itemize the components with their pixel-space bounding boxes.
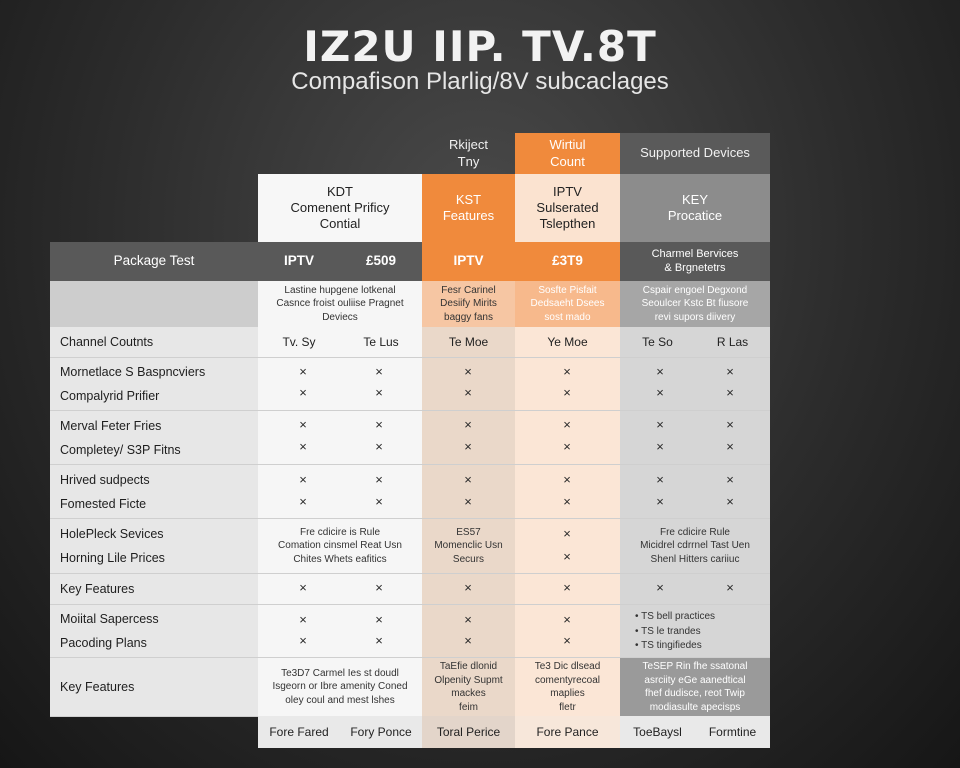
cross-mark-icon: × [375,633,383,648]
mental-row-label-a: Moiital Sapercess [60,612,159,626]
cross-mark-icon: × [375,472,383,487]
cross-mark-icon: × [726,417,734,432]
cross-mark-icon: × [375,439,383,454]
cross-mark-icon: × [299,417,307,432]
channel-cell-5: Te So [642,334,673,349]
cross-mark-icon: × [464,364,472,379]
x-row-3-label [50,465,257,518]
cross-mark-icon: × [563,549,571,564]
cross-mark-icon: × [299,472,307,487]
channel-cell-2: Te Lus [363,334,399,349]
package-cell-price: £509 [365,253,397,269]
cross-mark-icon: × [563,472,571,487]
channel-cell-1: Tv. Sy [282,334,316,349]
desc-cell-1: Lastine hupgene lotkenal Casnce froist ouliise Pragnet Deviecs [276,284,404,323]
desc-cell-2: Fesr Carinel Desiify Mirits baggy fans [422,281,515,327]
cross-mark-icon: × [563,364,571,379]
key-row-label-text: Key Features [60,582,135,596]
cross-mark-icon: × [299,439,307,454]
cross-mark-icon: × [375,364,383,379]
page-subtitle: Compafison Plarlig/8V subcaclages [291,68,669,95]
header-kst: KST Features [422,174,515,242]
header-iptv: IPTV Sulserated Tslepthen [515,174,620,242]
mixed-cell-3: ES57 Momenclic Usn Securs [434,526,503,565]
cross-mark-icon: × [464,439,472,454]
bullet-item: • TS bell practices [635,610,765,625]
x-row-1-label [50,358,257,410]
mental-row-label-b: Pacoding Plans [60,636,147,650]
cross-mark-icon: × [299,633,307,648]
header-supported-devices: Supported Devices [620,133,770,174]
cross-mark-icon: × [563,526,571,541]
cross-mark-icon: × [726,580,734,595]
cross-mark-icon: × [375,580,383,595]
mental-bullet-list [635,610,765,654]
cross-mark-icon: × [656,417,664,432]
cross-mark-icon: × [464,472,472,487]
bottom-key-label-text: Key Features [60,680,135,694]
cross-mark-icon: × [726,385,734,400]
cross-mark-icon: × [563,580,571,595]
footer-cell-3: Toral Perice [422,716,515,748]
mixed-row-label-b: Horning Lile Prices [60,551,165,565]
bottom-key-cell-5: TeSEP Rin fhe ssatonal asrciity eGe aanedtical fhef dudisce, reot Twip modiasulte apecisps [620,658,770,716]
cross-mark-icon: × [375,612,383,627]
channel-cell-3: Te Moe [448,334,489,349]
x-row-1-label-b: Compalyrid Prifier [60,389,160,403]
desc-cell-4: Cspair engoel Degxond Seoulcer Kstc Bt fiusore revi supors diivery [620,281,770,327]
cross-mark-icon: × [299,494,307,509]
bottom-key-cell-4: Te3 Dic dlsead comentyrecoal maplies fletr [534,661,601,713]
package-cell-price-2: £3T9 [515,242,620,281]
bottom-key-cell-1: Te3D7 Carmel Ies st doudl Isgeorn or Ibre amenity Coned oley coul and mest lshes [272,667,408,706]
cross-mark-icon: × [726,439,734,454]
cross-mark-icon: × [464,417,472,432]
x-row-2-label [50,411,257,464]
cross-mark-icon: × [656,385,664,400]
cross-mark-icon: × [299,612,307,627]
footer-cell-1: Fore Fared [269,724,329,739]
package-cell-iptv: IPTV [283,253,314,269]
cross-mark-icon: × [375,385,383,400]
cross-mark-icon: × [464,385,472,400]
x-row-2-label-b: Completey/ S3P Fitns [60,442,181,457]
bottom-key-cell-3: TaEfie dlonid Olpenity Supmt mackes feim [434,661,503,713]
header-virtual-count: Wirtiul Count [515,133,620,174]
package-row-label: Package Test [113,253,195,269]
cross-mark-icon: × [464,633,472,648]
page-title: IZ2U IIP. TV.8T [303,22,657,71]
cross-mark-icon: × [656,580,664,595]
key-row-label [50,574,257,604]
header-key: KEY Procatice [620,174,770,242]
cross-mark-icon: × [375,494,383,509]
cross-mark-icon: × [563,439,571,454]
cross-mark-icon: × [656,494,664,509]
cross-mark-icon: × [464,580,472,595]
package-cell-iptv-2: IPTV [422,242,515,281]
footer-cell-5: ToeBaysl [633,724,682,739]
cross-mark-icon: × [464,494,472,509]
mixed-cell-5: Fre cdicire Rule Micidrel cdrrnel Tast Uen Shenl Hitters cariiuc [640,526,750,565]
bullet-item: • TS le trandes [635,625,765,640]
cross-mark-icon: × [656,364,664,379]
cross-mark-icon: × [656,439,664,454]
cross-mark-icon: × [656,472,664,487]
mixed-row-label-a: HolePleck Sevices [60,527,164,541]
cross-mark-icon: × [563,417,571,432]
footer-cell-4: Fore Pance [515,716,620,748]
cross-mark-icon: × [726,472,734,487]
bottom-key-label [50,658,257,716]
desc-cell-3: Sosfte Pisfait Dedsaeht Dsees sost mado [515,281,620,327]
mental-row-label [50,605,257,657]
cross-mark-icon: × [563,633,571,648]
bullet-item: • TS tingifiedes [635,639,765,654]
desc-label-bg [50,281,258,327]
cross-mark-icon: × [375,417,383,432]
channel-row-label [50,327,257,357]
cross-mark-icon: × [299,364,307,379]
cross-mark-icon: × [299,580,307,595]
cross-mark-icon: × [299,385,307,400]
cross-mark-icon: × [726,494,734,509]
channel-cell-4: Ye Moe [547,334,588,349]
x-row-2-label-a: Merval Feter Fries [60,418,162,433]
cross-mark-icon: × [726,364,734,379]
package-cell-channel-services: Charmel Bervices & Brgnetetrs [651,247,739,274]
footer-cell-6: Formtine [708,724,757,739]
x-row-3-label-b: Fomested Ficte [60,496,147,511]
cross-mark-icon: × [563,494,571,509]
mixed-row-label [50,519,257,573]
channel-row-label-text: Channel Coutnts [60,335,154,349]
cross-mark-icon: × [464,612,472,627]
mixed-cell-1: Fre cdicire is Rule Comation cinsmel Reat Usn Chites Whets eafitics [278,526,402,565]
x-row-1-label-a: Mornetlace S Baspncviers [60,365,206,379]
x-row-3-label-a: Hrived sudpects [60,472,150,487]
footer-cell-2: Fory Ponce [350,724,412,739]
channel-cell-6: R Las [716,334,749,349]
cross-mark-icon: × [563,612,571,627]
header-kdt: KDT Comenent Prificy Contial [258,174,422,242]
header-reject: Rkiject Tny [448,137,488,169]
cross-mark-icon: × [563,385,571,400]
